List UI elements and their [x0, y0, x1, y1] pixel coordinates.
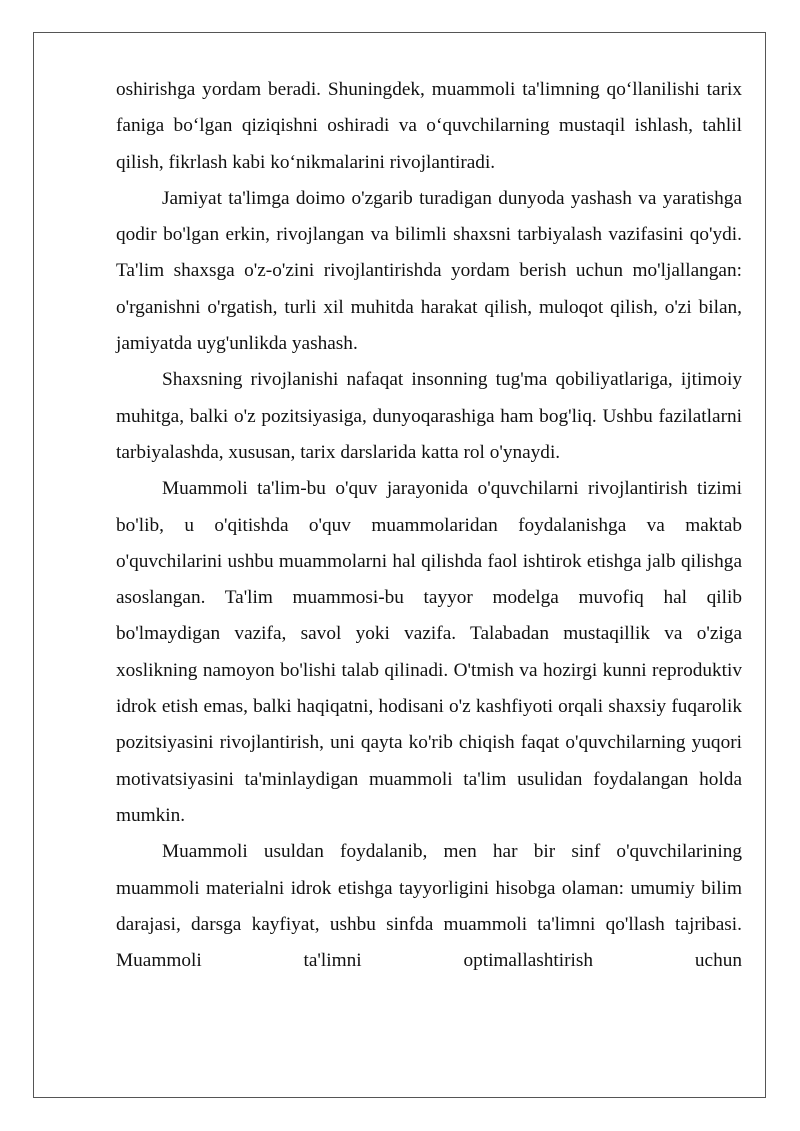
paragraph-5: Muammoli usuldan foydalanib, men har bir sinf o'quvchilarining muammoli materialni idrok etishga tayyorligini hisobga olaman: umumiy bilim darajasi, darsga kayfiyat, ushbu sinfda muammoli ta'limni qo'llash tajribasi. Muammoli ta'limni optimallashtirish uchun [116, 841, 742, 972]
paragraph-2: Jamiyat ta'limga doimo o'zgarib turadigan dunyoda yashash va yaratishga qodir bo'lgan erkin, rivojlangan va bilimli shaxsni tarbiyalash vazifasini qo'ydi. Ta'lim shaxsga o'z-o'zini rivojlantirishda yordam berish uchun mo'ljallangan: o'rganishni o'rgatish, turli xil muhitda harakat qilish, muloqot qilish, o'zi bilan, jamiyatda uyg'unlikda yashash. [116, 187, 742, 355]
paragraph-3: Shaxsning rivojlanishi nafaqat insonning tug'ma qobiliyatlariga, ijtimoiy muhitga, balki o'z pozitsiyasiga, dunyoqarashiga ham bog'liq. Ushbu fazilatlarni tarbiyalashda, xususan, tarix darslarida katta rol o'ynaydi. [116, 369, 742, 463]
document-body [116, 72, 742, 979]
paragraph-1: oshirishga yordam beradi. Shuningdek, muammoli ta'limning qo‘llanilishi tarix faniga bo‘lgan qiziqishni oshiradi va o‘quvchilarning mustaqil ishlash, tahlil qilish, fikrlash kabi ko‘nikmalarini rivojlantiradi. [116, 79, 742, 173]
paragraph-4: Muammoli ta'lim-bu o'quv jarayonida o'quvchilarni rivojlantirish tizimi bo'lib, u o'qitishda o'quv muammolaridan foydalanishga va maktab o'quvchilarini ushbu muammolarni hal qilishda faol ishtirok etishga jalb qilishga asoslangan. Ta'lim muammosi-bu tayyor modelga muvofiq hal qilib bo'lmaydigan vazifa, savol yoki vazifa. Talabadan mustaqillik va o'ziga xoslikning namoyon bo'lishi talab qilinadi. O'tmish va hozirgi kunni reproduktiv idrok etish emas, balki haqiqatni, hodisani o'z kashfiyoti orqali shaxsiy fuqarolik pozitsiyasini rivojlantirish, uni qayta ko'rib chiqish faqat o'quvchilarning yuqori motivatsiyasini ta'minlaydigan muammoli ta'lim usulidan foydalangan holda mumkin. [116, 478, 742, 826]
